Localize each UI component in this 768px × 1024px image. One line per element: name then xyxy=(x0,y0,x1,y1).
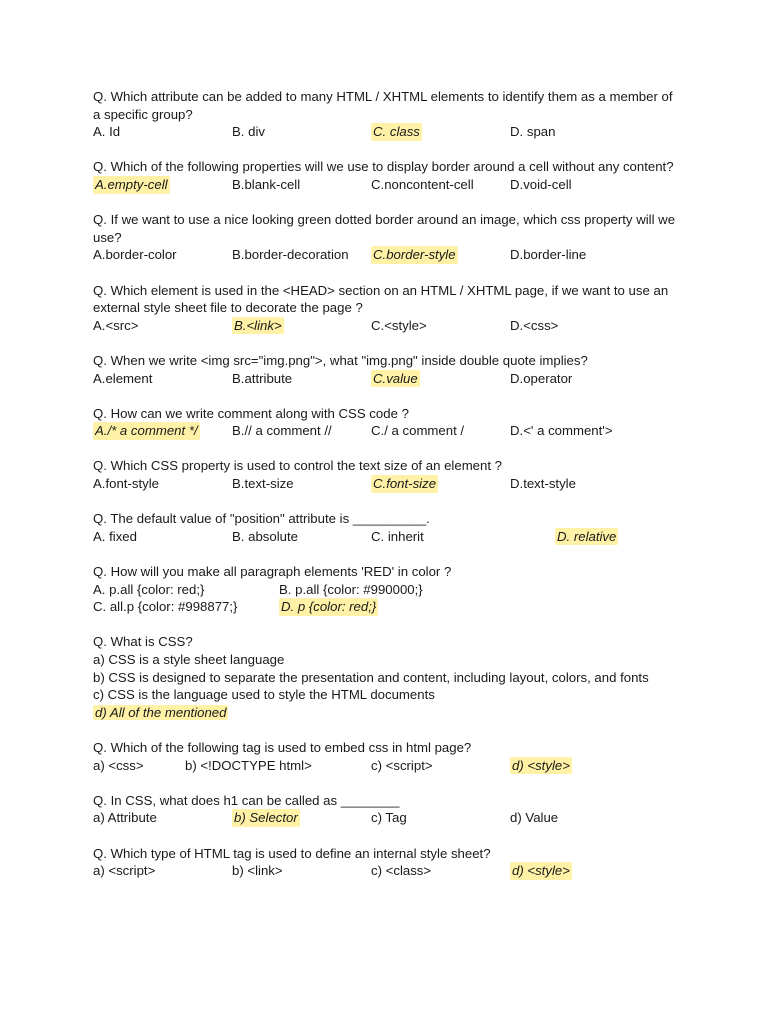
answer-option: C./ a comment / xyxy=(371,423,465,439)
options-row xyxy=(93,528,683,546)
question-text: Q. When we write <img src="img.png">, what "img.png" inside double quote implies? xyxy=(93,352,588,368)
answer-option: A. Id xyxy=(93,124,121,140)
question-block xyxy=(93,211,683,264)
correct-answer-option: D. p {color: red;} xyxy=(281,599,377,615)
answer-option: B. p.all {color: #990000;} xyxy=(279,581,423,597)
question-block xyxy=(93,282,683,335)
options-row xyxy=(93,809,683,827)
options-row xyxy=(93,246,683,264)
answer-option: c) Tag xyxy=(371,810,407,826)
correct-answer-option: C.border-style xyxy=(373,247,456,263)
correct-answer-option: C.value xyxy=(373,370,418,386)
answer-option: a) CSS is a style sheet language xyxy=(93,652,285,667)
question-text: Q. Which type of HTML tag is used to define an internal style sheet? xyxy=(93,845,491,861)
question-text: Q. Which attribute can be added to many HTML / XHTML elements to identify them as a member of a specific group? xyxy=(93,89,673,122)
answer-option: C. inherit xyxy=(371,528,424,544)
answer-option: b) <link> xyxy=(232,863,283,879)
question-text: Q. Which element is used in the <HEAD> section on an HTML / XHTML page, if we want to use an external style sheet file to decorate the page ? xyxy=(93,282,669,316)
answer-option: D.void-cell xyxy=(510,176,572,192)
answer-option: D.operator xyxy=(510,370,573,386)
correct-answer-option: d) <style> xyxy=(512,757,570,773)
question-block xyxy=(93,405,683,440)
answer-option: D. span xyxy=(510,124,556,140)
option-line xyxy=(93,686,683,704)
options-row xyxy=(93,422,683,440)
question-block xyxy=(93,792,683,827)
correct-answer-option: d) All of the mentioned xyxy=(95,704,227,720)
question-text: Q. What is CSS? xyxy=(93,634,193,650)
question-text: Q. Which CSS property is used to control the text size of an element ? xyxy=(93,458,503,474)
correct-answer-option: A.empty-cell xyxy=(95,176,168,192)
correct-answer-option: A./* a comment */ xyxy=(95,423,198,439)
answer-option: a) Attribute xyxy=(93,810,157,826)
question-block xyxy=(93,845,683,880)
question-block xyxy=(93,633,683,721)
answer-option: b) <!DOCTYPE html> xyxy=(185,757,312,773)
answer-option: B.blank-cell xyxy=(232,176,301,192)
options-row xyxy=(93,317,683,335)
options-row xyxy=(93,598,683,616)
answer-option: D.<' a comment'> xyxy=(510,423,613,439)
answer-option: C.noncontent-cell xyxy=(371,176,474,192)
question-block xyxy=(93,739,683,774)
answer-option: B.// a comment // xyxy=(232,423,332,439)
answer-option: C. all.p {color: #998877;} xyxy=(93,599,238,615)
answer-option: D.text-style xyxy=(510,476,576,492)
answer-option: A.<src> xyxy=(93,317,139,333)
correct-answer-option: C.font-size xyxy=(373,476,437,492)
options-row xyxy=(93,370,683,388)
question-text: Q. Which of the following properties will we use to display border around a cell without any content? xyxy=(93,159,674,175)
question-list xyxy=(93,88,683,897)
correct-answer-option: d) <style> xyxy=(512,863,570,879)
correct-answer-option: D. relative xyxy=(557,528,617,544)
answer-option: c) CSS is the language used to style the HTML documents xyxy=(93,687,435,703)
options-row xyxy=(93,475,683,493)
answer-option: B. absolute xyxy=(232,528,298,544)
question-block xyxy=(93,510,683,545)
answer-option: a) <script> xyxy=(93,863,156,879)
question-text: Q. How can we write comment along with CSS code ? xyxy=(93,405,409,421)
correct-answer-option: C. class xyxy=(373,124,420,140)
question-text: Q. Which of the following tag is used to embed css in html page? xyxy=(93,739,472,755)
answer-option: d) Value xyxy=(510,810,559,826)
question-block xyxy=(93,158,683,193)
answer-option: A.element xyxy=(93,370,153,386)
question-text: Q. In CSS, what does h1 can be called as ________ xyxy=(93,792,400,808)
answer-option: A. p.all {color: red;} xyxy=(93,581,205,597)
answer-option: A.font-style xyxy=(93,476,159,492)
question-text: Q. How will you make all paragraph elements 'RED' in color ? xyxy=(93,564,452,580)
answer-option: A. fixed xyxy=(93,528,137,544)
answer-option: A.border-color xyxy=(93,247,177,263)
correct-answer-option: B.<link> xyxy=(234,317,282,333)
options-row xyxy=(93,757,683,775)
answer-option: a) <css> xyxy=(93,757,144,773)
option-line xyxy=(93,669,683,687)
options-row xyxy=(93,123,683,141)
option-line xyxy=(93,651,683,669)
answer-option: D.border-line xyxy=(510,247,587,263)
question-text: Q. The default value of "position" attribute is __________. xyxy=(93,511,430,527)
options-row xyxy=(93,862,683,880)
options-row xyxy=(93,581,683,599)
answer-option: c) <class> xyxy=(371,863,432,879)
answer-option: b) CSS is designed to separate the presentation and content, including layout, colors, and fonts xyxy=(93,669,649,685)
question-text: Q. If we want to use a nice looking green dotted border around an image, which css property will we use? xyxy=(93,212,676,245)
question-block xyxy=(93,563,683,616)
answer-option: B.border-decoration xyxy=(232,247,349,263)
question-block xyxy=(93,88,683,141)
answer-option: B. div xyxy=(232,124,265,140)
answer-option: D.<css> xyxy=(510,317,559,333)
options-row xyxy=(93,176,683,194)
answer-option: B.attribute xyxy=(232,370,293,386)
answer-option: C.<style> xyxy=(371,317,427,333)
correct-answer-option: b) Selector xyxy=(234,810,298,826)
question-block xyxy=(93,457,683,492)
question-block xyxy=(93,352,683,387)
answer-option: B.text-size xyxy=(232,476,294,492)
option-line xyxy=(93,704,683,722)
answer-option: c) <script> xyxy=(371,757,433,773)
